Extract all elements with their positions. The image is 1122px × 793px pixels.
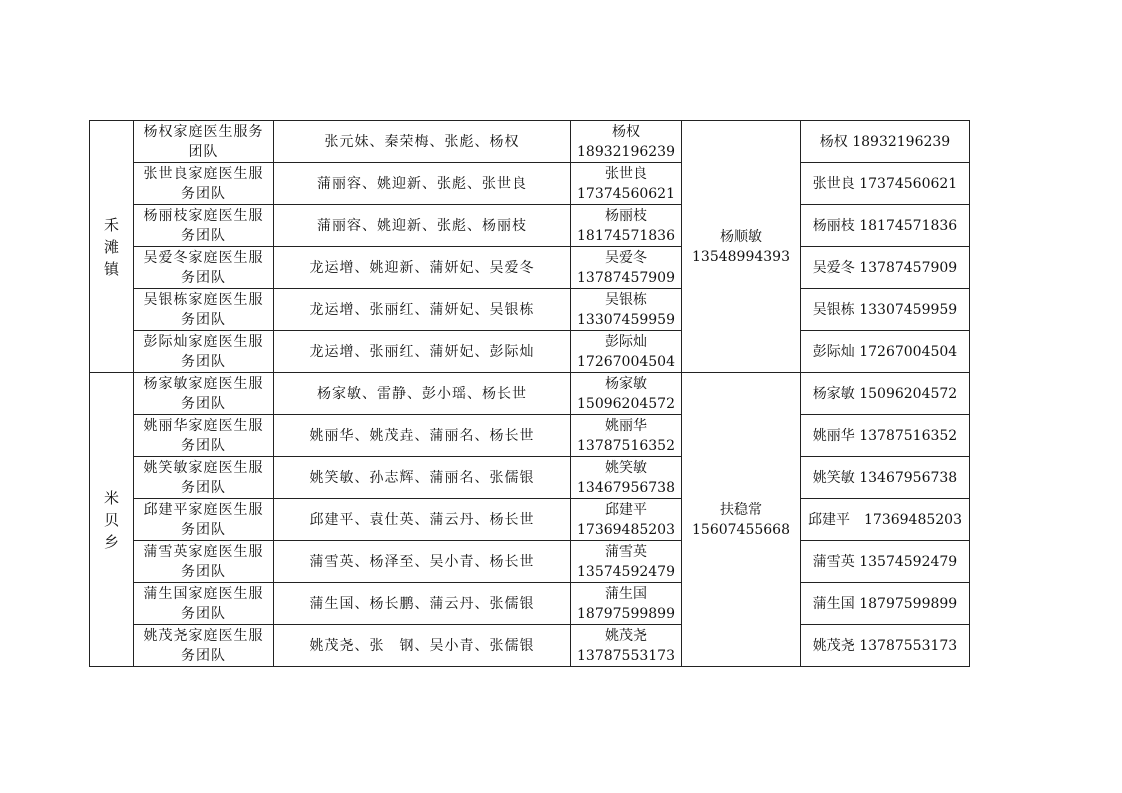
- leader-name: 杨权: [612, 123, 640, 140]
- table-row: [90, 457, 970, 499]
- supervisor-phone: 13548994393: [692, 248, 790, 265]
- team-name-cell: [134, 331, 274, 373]
- team-name-cell: [134, 121, 274, 163]
- contact-cell: 蒲雪英 13574592479: [801, 541, 970, 583]
- team-name-cell: [134, 289, 274, 331]
- contact-cell: 吴银栋 13307459959: [801, 289, 970, 331]
- team-name: 蒲生国家庭医生服务团队: [143, 585, 264, 622]
- region-cell: [90, 121, 134, 373]
- team-name-cell: [134, 205, 274, 247]
- leader-name: 姚笑敏: [605, 459, 647, 476]
- contact-cell: 杨丽枝 18174571836: [801, 205, 970, 247]
- contact-cell: 杨权 18932196239: [801, 121, 970, 163]
- leader-name: 蒲雪英: [605, 543, 647, 560]
- team-name: 张世良家庭医生服务团队: [143, 165, 264, 202]
- team-name: 杨权家庭医生服务团队: [143, 123, 264, 160]
- team-name: 姚茂尧家庭医生服务团队: [143, 627, 264, 664]
- team-members: 蒲丽容、姚迎新、张彪、张世良: [274, 163, 571, 205]
- team-leader-cell: [571, 289, 682, 331]
- leader-phone: 13307459959: [577, 311, 675, 328]
- team-members: 龙运增、张丽红、蒲妍妃、吴银栋: [274, 289, 571, 331]
- leader-phone: 17267004504: [577, 353, 675, 370]
- contact-cell: 姚茂尧 13787553173: [801, 625, 970, 667]
- table-row: [90, 373, 970, 415]
- table-row: [90, 583, 970, 625]
- team-leader-cell: [571, 583, 682, 625]
- team-leader-cell: [571, 499, 682, 541]
- contact-cell: 邱建平 17369485203: [801, 499, 970, 541]
- team-members: 龙运增、张丽红、蒲妍妃、彭际灿: [274, 331, 571, 373]
- team-name-cell: [134, 415, 274, 457]
- team-name: 杨家敏家庭医生服务团队: [143, 375, 264, 412]
- team-name-cell: [134, 457, 274, 499]
- region-cell: [90, 373, 134, 667]
- team-members: 姚茂尧、张 钢、吴小青、张儒银: [274, 625, 571, 667]
- table-row: [90, 625, 970, 667]
- contact-cell: 吴爱冬 13787457909: [801, 247, 970, 289]
- team-name-cell: [134, 583, 274, 625]
- leader-phone: 15096204572: [577, 395, 675, 412]
- leader-name: 邱建平: [605, 501, 647, 518]
- table-row: [90, 121, 970, 163]
- leader-phone: 18174571836: [577, 227, 675, 244]
- team-members: 姚丽华、姚茂垚、蒲丽名、杨长世: [274, 415, 571, 457]
- team-name: 杨丽枝家庭医生服务团队: [143, 207, 264, 244]
- region-name: 米贝乡: [103, 488, 119, 551]
- team-name-cell: [134, 625, 274, 667]
- leader-name: 彭际灿: [605, 333, 647, 350]
- leader-name: 姚茂尧: [605, 627, 647, 644]
- contact-cell: 张世良 17374560621: [801, 163, 970, 205]
- team-members: 姚笑敏、孙志辉、蒲丽名、张儒银: [274, 457, 571, 499]
- region-name: 禾滩镇: [103, 215, 119, 278]
- leader-phone: 13787457909: [577, 269, 675, 286]
- table-row: [90, 499, 970, 541]
- table-row: [90, 163, 970, 205]
- leader-phone: 18797599899: [577, 605, 675, 622]
- team-leader-cell: [571, 373, 682, 415]
- table-body: [90, 121, 970, 667]
- leader-phone: 18932196239: [577, 143, 675, 160]
- table-row: [90, 247, 970, 289]
- team-name: 蒲雪英家庭医生服务团队: [143, 543, 264, 580]
- team-name-cell: [134, 163, 274, 205]
- team-leader-cell: [571, 205, 682, 247]
- team-leader-cell: [571, 415, 682, 457]
- team-leader-cell: [571, 331, 682, 373]
- team-name-cell: [134, 541, 274, 583]
- doctor-team-table: [89, 120, 970, 667]
- team-leader-cell: [571, 247, 682, 289]
- leader-phone: 13467956738: [577, 479, 675, 496]
- contact-cell: 蒲生国 18797599899: [801, 583, 970, 625]
- table-row: [90, 331, 970, 373]
- team-name: 彭际灿家庭医生服务团队: [143, 333, 264, 370]
- table-row: [90, 415, 970, 457]
- contact-cell: 杨家敏 15096204572: [801, 373, 970, 415]
- team-members: 龙运增、姚迎新、蒲妍妃、吴爱冬: [274, 247, 571, 289]
- leader-name: 吴银栋: [605, 291, 647, 308]
- supervisor-cell: [682, 373, 801, 667]
- table-row: [90, 205, 970, 247]
- leader-phone: 13787516352: [577, 437, 675, 454]
- supervisor-name: 扶稳常: [720, 501, 762, 518]
- supervisor-name: 杨顺敏: [720, 228, 762, 245]
- team-members: 张元妹、秦荣梅、张彪、杨权: [274, 121, 571, 163]
- supervisor-cell: [682, 121, 801, 373]
- leader-name: 杨家敏: [605, 375, 647, 392]
- team-name-cell: [134, 373, 274, 415]
- team-members: 蒲雪英、杨泽至、吴小青、杨长世: [274, 541, 571, 583]
- leader-name: 杨丽枝: [605, 207, 647, 224]
- leader-phone: 13574592479: [577, 563, 675, 580]
- team-name: 吴银栋家庭医生服务团队: [143, 291, 264, 328]
- team-leader-cell: [571, 625, 682, 667]
- leader-name: 蒲生国: [605, 585, 647, 602]
- team-name-cell: [134, 499, 274, 541]
- team-name: 邱建平家庭医生服务团队: [143, 501, 264, 538]
- team-name: 吴爱冬家庭医生服务团队: [143, 249, 264, 286]
- leader-phone: 17374560621: [577, 185, 675, 202]
- team-leader-cell: [571, 457, 682, 499]
- leader-name: 张世良: [605, 165, 647, 182]
- team-members: 邱建平、袁仕英、蒲云丹、杨长世: [274, 499, 571, 541]
- team-leader-cell: [571, 163, 682, 205]
- table-row: [90, 289, 970, 331]
- team-name: 姚笑敏家庭医生服务团队: [143, 459, 264, 496]
- contact-cell: 姚笑敏 13467956738: [801, 457, 970, 499]
- team-members: 杨家敏、雷静、彭小瑶、杨长世: [274, 373, 571, 415]
- team-name: 姚丽华家庭医生服务团队: [143, 417, 264, 454]
- contact-cell: 彭际灿 17267004504: [801, 331, 970, 373]
- supervisor-phone: 15607455668: [692, 521, 790, 538]
- team-leader-cell: [571, 541, 682, 583]
- leader-phone: 13787553173: [577, 647, 675, 664]
- contact-cell: 姚丽华 13787516352: [801, 415, 970, 457]
- table-row: [90, 541, 970, 583]
- team-name-cell: [134, 247, 274, 289]
- team-members: 蒲丽容、姚迎新、张彪、杨丽枝: [274, 205, 571, 247]
- leader-name: 姚丽华: [605, 417, 647, 434]
- leader-name: 吴爱冬: [605, 249, 647, 266]
- leader-phone: 17369485203: [577, 521, 675, 538]
- team-members: 蒲生国、杨长鹏、蒲云丹、张儒银: [274, 583, 571, 625]
- team-leader-cell: [571, 121, 682, 163]
